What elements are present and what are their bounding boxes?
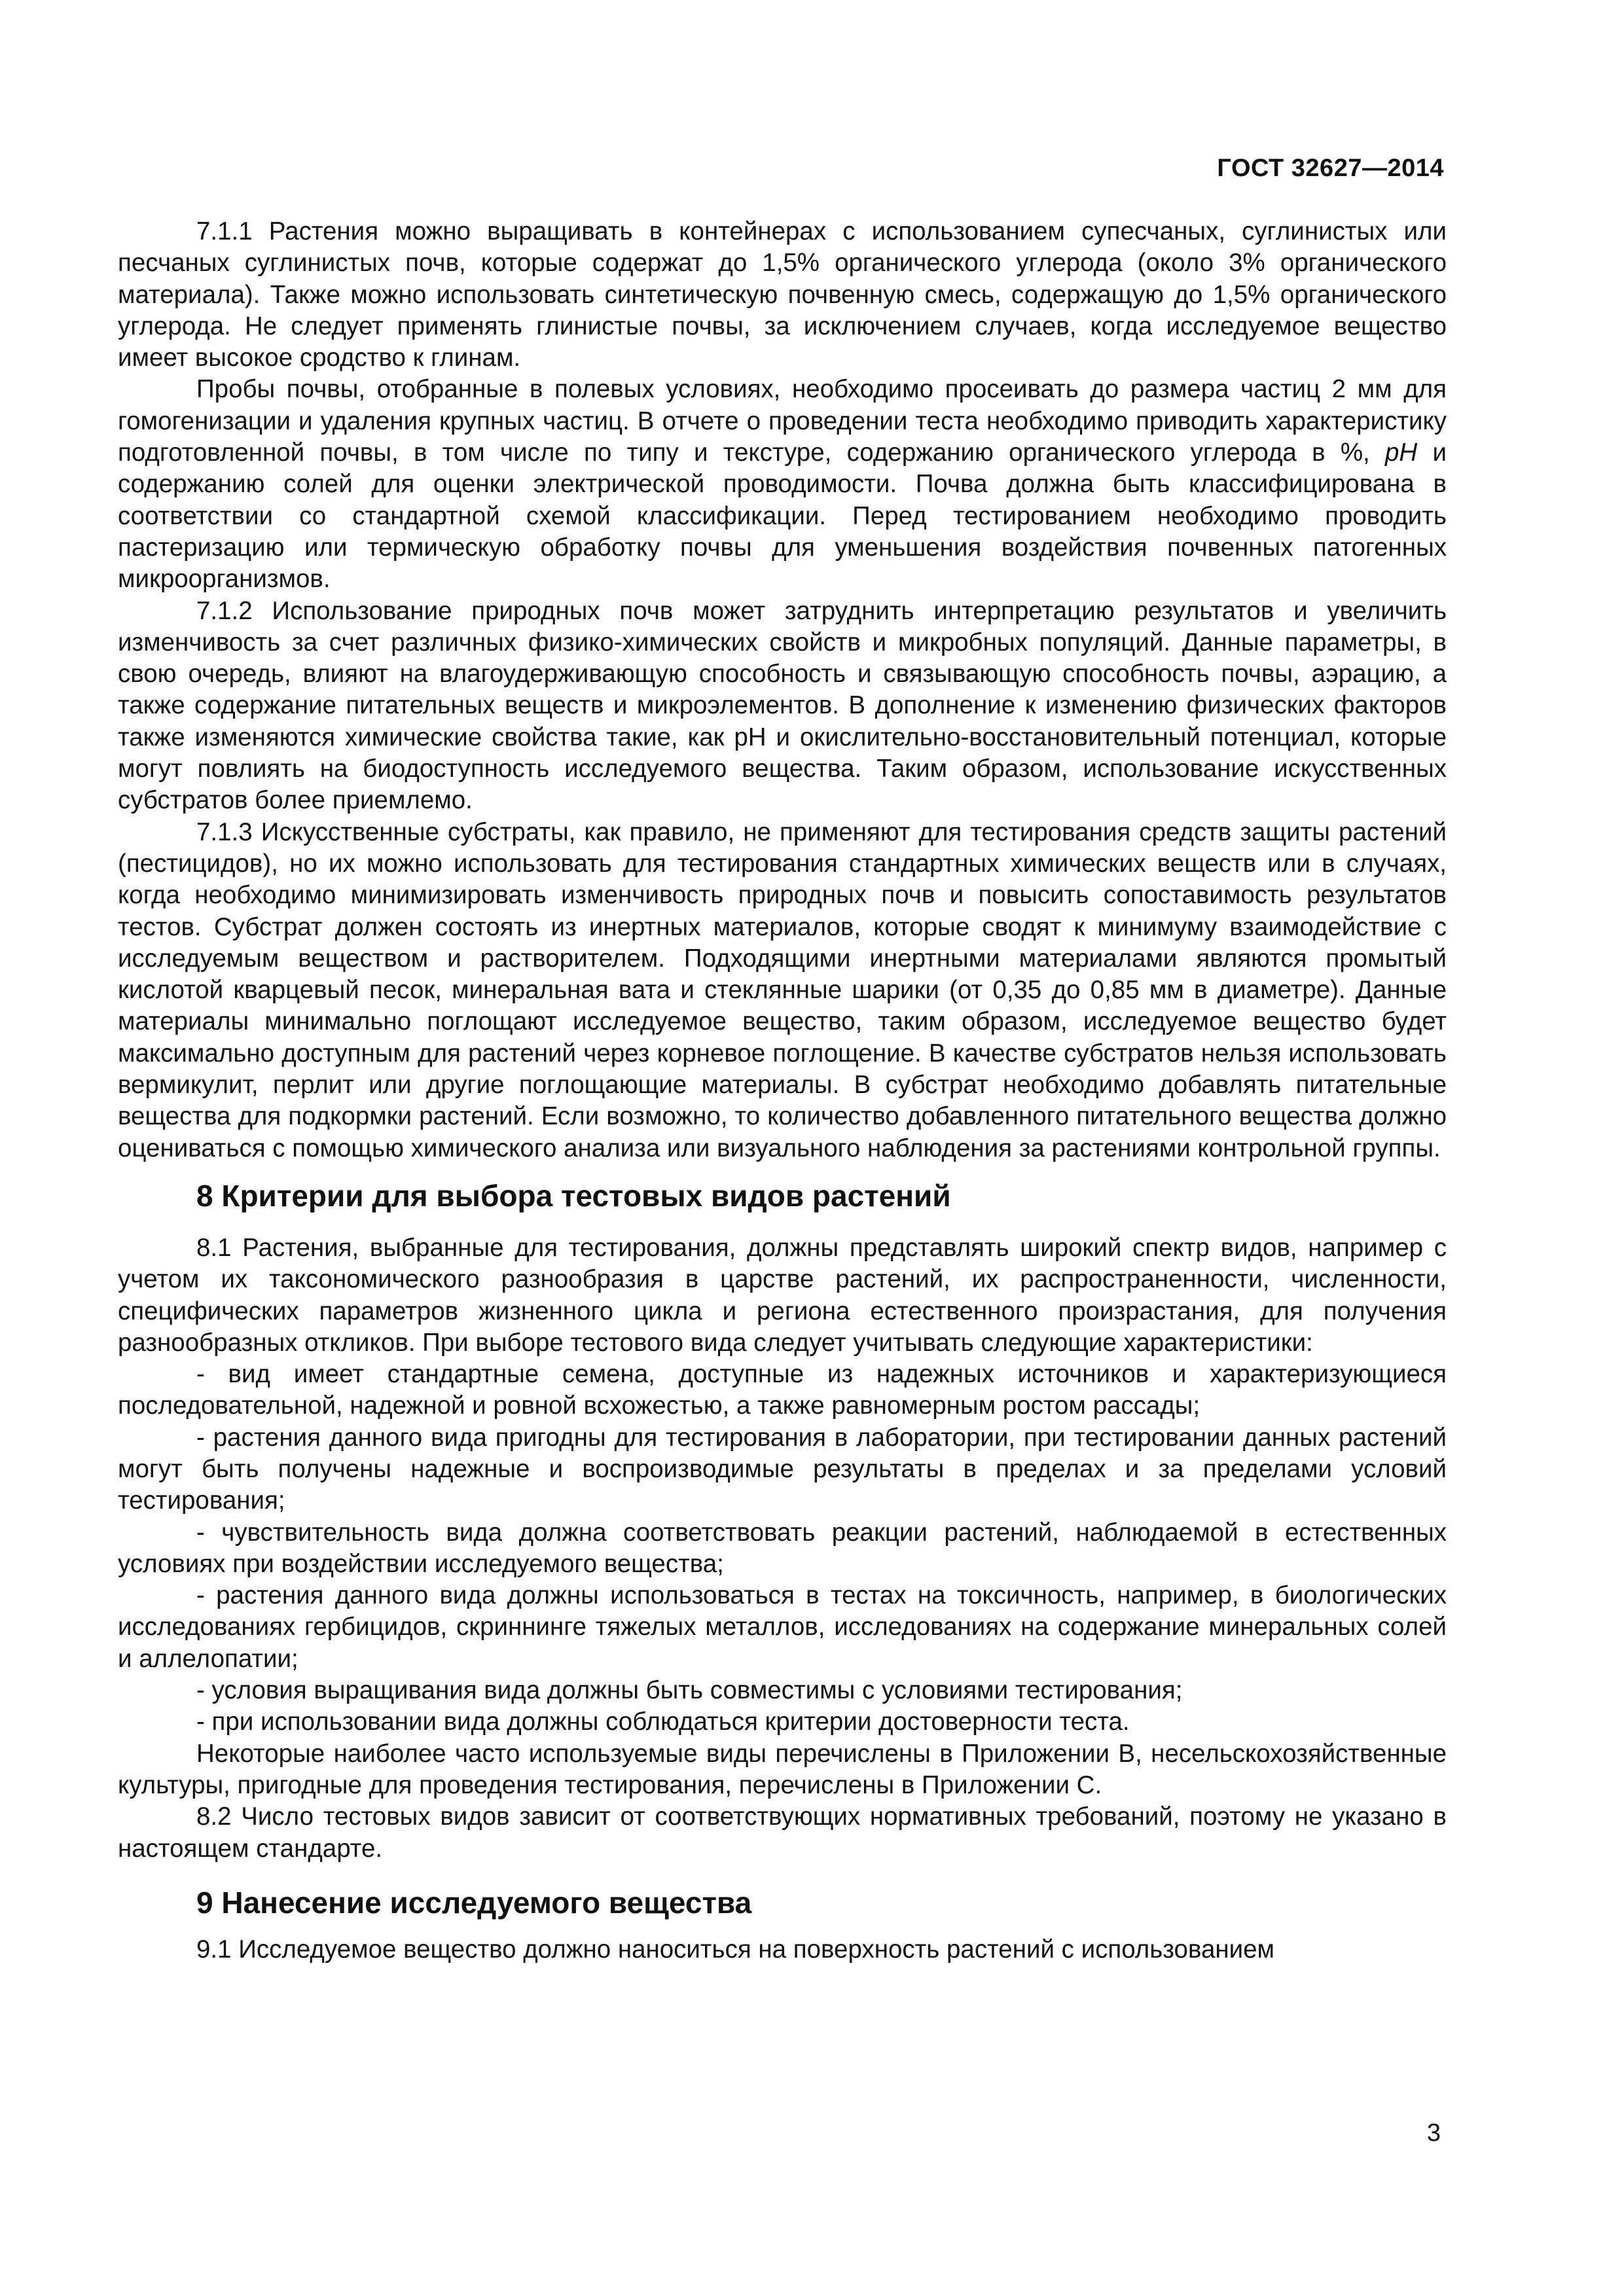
list-item: - растения данного вида должны использоваться в тестах на токсичность, например, в биологических исследованиях гербицидов, скриннинге тяжелых металлов, исследованиях на содержание минеральных солей и аллелопатии; (118, 1581, 1447, 1673)
list-item: - условия выращивания вида должны быть совместимы с условиями тестирования; (196, 1676, 1183, 1705)
list-item: - чувствительность вида должна соответствовать реакции растений, наблюдаемой в естественных условиях при воздействии исследуемого вещества; (118, 1518, 1447, 1578)
list-item: - вид имеет стандартные семена, доступные из надежных источников и характеризующиеся последовательной, надежной и ровной всхожестью, а также равномерным ростом рассады; (118, 1360, 1447, 1420)
text-segment: и содержанию солей для оценки электрической проводимости. Почва должна быть классифицирована в соответствии со стандартной схемой классификации. Перед тестированием необходимо проводить пастеризацию или термическую обработку почвы для уменьшения воздействия почвенных патогенных микроорганизмов. (118, 439, 1447, 594)
list-item: - при использовании вида должны соблюдаться критерии достоверности теста. (196, 1708, 1130, 1736)
ph-term: pH (1385, 439, 1418, 467)
paragraph-7-1-2: 7.1.2 Использование природных почв может затруднить интерпретацию результатов и увеличить изменчивость за счет различных физико-химических свойств и микробных популяций. Данные параметры, в свою очередь, влияют на влагоудерживающую способность и связывающую способность почвы, аэрацию, а также содержание питательных веществ и микроэлементов. В дополнение к изменению физических факторов также изменяются химические свойства такие, как pH и окислительно-восстановительный потенциал, которые могут повлиять на биодоступность исследуемого вещества. Таким образом, использование искусственных субстратов более приемлемо. (118, 596, 1447, 815)
section-heading-8: 8 Критерии для выбора тестовых видов растений (196, 1178, 951, 1213)
paragraph-7-1-3: 7.1.3 Искусственные субстраты, как правило, не применяют для тестирования средств защиты растений (пестицидов), но их можно использовать для тестирования стандартных химических веществ или в случаях, когда необходимо минимизировать изменчивость природных почв и повысить сопоставимость результатов тестов. Субстрат должен состоять из инертных материалов, которые сводят к минимуму взаимодействие с исследуемым веществом и растворителем. Подходящими инертными материалами являются промытый кислотой кварцевый песок, минеральная вата и стеклянные шарики (от 0,35 до 0,85 мм в диаметре). Данные материалы минимально поглощают исследуемое вещество, таким образом, исследуемое вещество будет максимально доступным для растений через корневое поглощение. В качестве субстратов нельзя использовать вермикулит, перлит или другие поглощающие материалы. В субстрат необходимо добавлять питательные вещества для подкормки растений. Если возможно, то количество добавленного питательного вещества должно оцениваться с помощью химического анализа или визуального наблюдения за растениями контрольной группы. (118, 817, 1447, 1162)
paragraph-9-1: 9.1 Исследуемое вещество должно наноситься на поверхность растений с использованием (196, 1935, 1275, 1964)
paragraph-7-1-1-soil-samples (118, 374, 1447, 595)
text-segment: Пробы почвы, отобранные в полевых условиях, необходимо просеивать до размера частиц 2 мм для гомогенизации и удаления крупных частиц. В отчете о проведении теста необходимо приводить характеристику подготовленной почвы, в том числе по типу и текстуре, содержанию органического углерода в %, (118, 375, 1447, 467)
document-id: ГОСТ 32627—2014 (1217, 154, 1444, 182)
paragraph-8-1: 8.1 Растения, выбранные для тестирования, должны представлять широкий спектр видов, например с учетом их таксономического разнообразия в царстве растений, их распространенности, численности, специфических параметров жизненного цикла и региона естественного произрастания, для получения разнообразных откликов. При выборе тестового вида следует учитывать следующие характеристики: (118, 1233, 1447, 1357)
section-heading-9: 9 Нанесение исследуемого вещества (196, 1885, 752, 1920)
paragraph-7-1-1: 7.1.1 Растения можно выращивать в контейнерах с использованием супесчаных, суглинистых или песчаных суглинистых почв, которые содержат до 1,5% органического углерода (около 3% органического материала). Также можно использовать синтетическую почвенную смесь, содержащую до 1,5% органического углерода. Не следует применять глинистые почвы, за исключением случаев, когда исследуемое вещество имеет высокое сродство к глинам. (118, 217, 1447, 372)
paragraph-8-1-species: Некоторые наиболее часто используемые виды перечислены в Приложении В, несельскохозяйственные культуры, пригодные для проведения тестирования, перечислены в Приложении С. (118, 1739, 1447, 1799)
paragraph-8-2: 8.2 Число тестовых видов зависит от соответствующих нормативных требований, поэтому не указано в настоящем стандарте. (118, 1803, 1447, 1863)
list-item: - растения данного вида пригодны для тестирования в лаборатории, при тестировании данных растений могут быть получены надежные и воспроизводимые результаты в пределах и за пределами условий тестирования; (118, 1423, 1447, 1515)
page-number: 3 (1426, 2119, 1441, 2147)
document-body (118, 216, 1447, 1965)
